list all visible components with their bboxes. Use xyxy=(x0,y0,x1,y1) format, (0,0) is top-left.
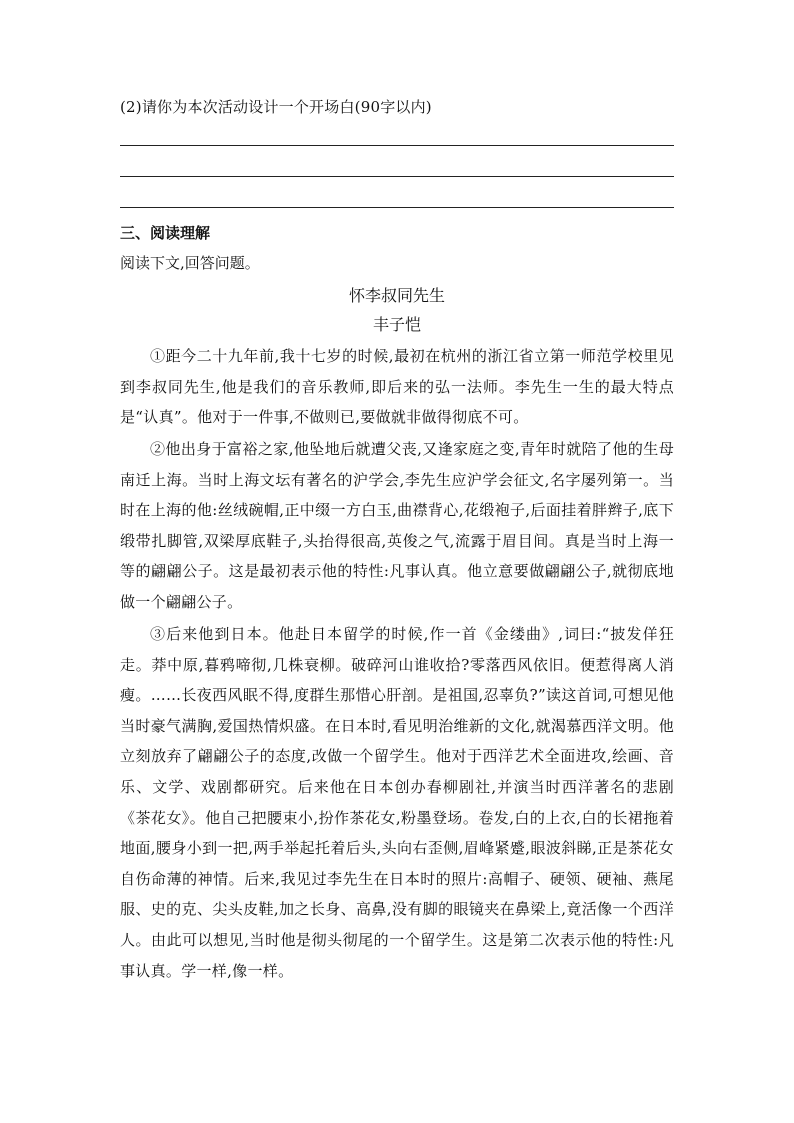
answer-line[interactable] xyxy=(120,145,674,146)
article-author: 丰子恺 xyxy=(372,315,421,334)
article-paragraph-3: ③后来他到日本。他赴日本留学的时候,作一首《金缕曲》,词曰:“披发佯狂走。莽中原,暮鸦啼彻,几株衰柳。破碎河山谁收拾?零落西风依旧。便惹得离人消瘦。……长夜西风眠不得,度群生那惜心肝剖。是祖国,忍辜负?”读这首词,可想见他当时豪气满胸,爱国热情炽盛。在日本时,看见明治维新的文化,就渴慕西洋文明。他立刻放弃了翩翩公子的态度,改做一个留学生。他对于西洋艺术全面进攻,绘画、音乐、文学、戏剧都研究。后来他在日本创办春柳剧社,并演当时西洋著名的悲剧《茶花女》。他自己把腰束小,扮作茶花女,粉墨登场。卷发,白的上衣,白的长裙拖着地面,腰身小到一把,两手举起托着后头,头向右歪侧,眉峰紧蹙,眼波斜睇,正是茶花女自伤命薄的神情。后来,我见过李先生在日本时的照片:高帽子、硬领、硬袖、燕尾服、史的克、尖头皮鞋,加之长身、高鼻,没有脚的眼镜夹在鼻梁上,竟活像一个西洋人。由此可以想见,当时他是彻头彻尾的一个留学生。这是第二次表示他的特性:凡事认真。学一样,像一样。 xyxy=(120,625,674,980)
question-prompt: (2)请你为本次活动设计一个开场白(90字以内) xyxy=(120,98,432,116)
section-instruction: 阅读下文,回答问题。 xyxy=(120,254,260,272)
answer-line[interactable] xyxy=(120,176,674,177)
article-title: 怀李叔同先生 xyxy=(348,286,445,305)
article-paragraph-2: ②他出身于富裕之家,他坠地后就遭父丧,又逢家庭之变,青年时就陪了他的生母南迁上海。当时上海文坛有著名的沪学会,李先生应沪学会征文,名字屡列第一。当时在上海的他:丝绒碗帽,正中缀一方白玉,曲襟背心,花缎袍子,后面挂着胖辫子,底下缎带扎脚管,双梁厚底鞋子,头抬得很高,英俊之气,流露于眉目间。真是当时上海一等的翩翩公子。这是最初表示他的特性:凡事认真。他立意要做翩翩公子,就彻底地做一个翩翩公子。 xyxy=(120,440,674,611)
answer-line[interactable] xyxy=(120,207,674,208)
article-paragraph-1: ①距今二十九年前,我十七岁的时候,最初在杭州的浙江省立第一师范学校里见到李叔同先生,他是我们的音乐教师,即后来的弘一法师。李先生一生的最大特点是“认真”。他对于一件事,不做则已,要做就非做得彻底不可。 xyxy=(120,347,674,427)
section-title: 三、阅读理解 xyxy=(120,224,211,242)
